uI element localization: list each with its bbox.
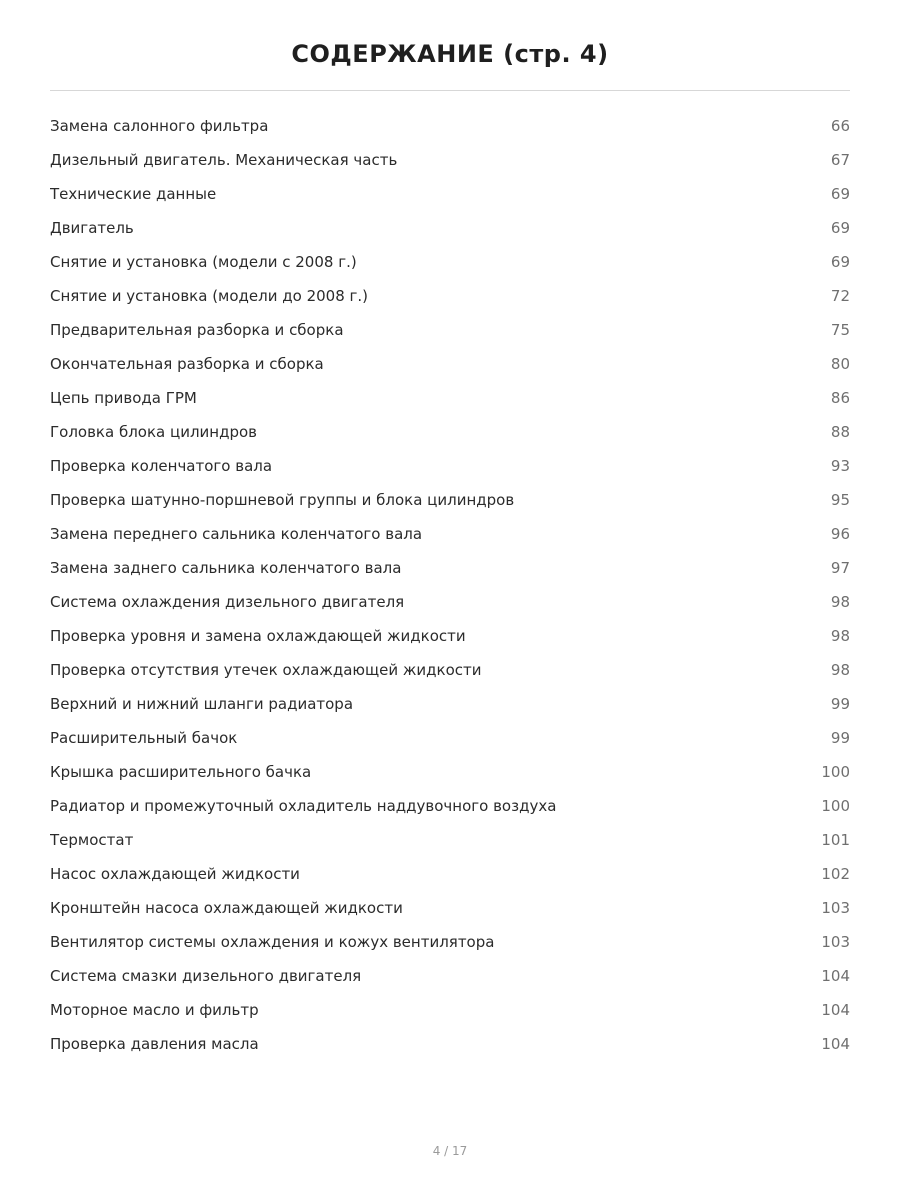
toc-entry-page: 98 <box>830 593 850 611</box>
toc-entry-label: Двигатель <box>50 219 134 237</box>
toc-entry-label: Замена салонного фильтра <box>50 117 269 135</box>
toc-entry-label: Дизельный двигатель. Механическая часть <box>50 151 398 169</box>
toc-entry[interactable] <box>50 1027 850 1061</box>
toc-entry-page: 72 <box>830 287 850 305</box>
toc-entry[interactable] <box>50 891 850 925</box>
page-title: СОДЕРЖАНИЕ (стр. 4) <box>291 40 609 68</box>
toc-entry-label: Проверка отсутствия утечек охлаждающей жидкости <box>50 661 482 679</box>
toc-entry[interactable] <box>50 585 850 619</box>
toc-entry[interactable] <box>50 755 850 789</box>
toc-entry[interactable] <box>50 721 850 755</box>
toc-entry-label: Вентилятор системы охлаждения и кожух вентилятора <box>50 933 495 951</box>
toc-entry[interactable] <box>50 483 850 517</box>
toc-entry-page: 88 <box>830 423 850 441</box>
toc-entry[interactable] <box>50 313 850 347</box>
toc-entry[interactable] <box>50 279 850 313</box>
page-footer: 4 / 17 <box>432 1144 468 1158</box>
table-of-contents <box>50 109 850 1061</box>
toc-entry[interactable] <box>50 347 850 381</box>
toc-entry[interactable] <box>50 177 850 211</box>
toc-entry-page: 101 <box>821 831 850 849</box>
toc-entry-page: 97 <box>830 559 850 577</box>
toc-entry-page: 104 <box>821 1001 850 1019</box>
toc-entry[interactable] <box>50 823 850 857</box>
toc-entry-label: Термостат <box>50 831 134 849</box>
toc-entry-page: 100 <box>821 797 850 815</box>
toc-entry-page: 103 <box>821 899 850 917</box>
toc-entry-label: Проверка уровня и замена охлаждающей жидкости <box>50 627 466 645</box>
toc-entry-label: Насос охлаждающей жидкости <box>50 865 300 883</box>
toc-entry-page: 99 <box>830 695 850 713</box>
toc-entry-page: 95 <box>830 491 850 509</box>
toc-entry-label: Головка блока цилиндров <box>50 423 257 441</box>
toc-entry-label: Радиатор и промежуточный охладитель наддувочного воздуха <box>50 797 557 815</box>
toc-entry[interactable] <box>50 619 850 653</box>
toc-entry-label: Проверка давления масла <box>50 1035 259 1053</box>
toc-entry[interactable] <box>50 143 850 177</box>
toc-entry-page: 66 <box>830 117 850 135</box>
toc-entry-label: Технические данные <box>50 185 217 203</box>
toc-entry-page: 98 <box>830 627 850 645</box>
toc-entry-label: Замена заднего сальника коленчатого вала <box>50 559 402 577</box>
toc-entry[interactable] <box>50 687 850 721</box>
toc-entry-page: 98 <box>830 661 850 679</box>
toc-entry[interactable] <box>50 517 850 551</box>
toc-entry[interactable] <box>50 925 850 959</box>
toc-entry-label: Кронштейн насоса охлаждающей жидкости <box>50 899 403 917</box>
toc-entry-label: Крышка расширительного бачка <box>50 763 312 781</box>
toc-entry-label: Система охлаждения дизельного двигателя <box>50 593 405 611</box>
toc-entry[interactable] <box>50 109 850 143</box>
toc-entry-label: Цепь привода ГРМ <box>50 389 197 407</box>
toc-entry-page: 96 <box>830 525 850 543</box>
toc-entry[interactable] <box>50 551 850 585</box>
toc-entry-label: Проверка шатунно-поршневой группы и блока цилиндров <box>50 491 515 509</box>
toc-entry[interactable] <box>50 959 850 993</box>
toc-entry-page: 69 <box>830 253 850 271</box>
toc-entry-page: 104 <box>821 967 850 985</box>
toc-entry-label: Предварительная разборка и сборка <box>50 321 344 339</box>
toc-entry[interactable] <box>50 993 850 1027</box>
toc-entry-label: Замена переднего сальника коленчатого вала <box>50 525 423 543</box>
toc-entry-page: 86 <box>830 389 850 407</box>
toc-entry-label: Проверка коленчатого вала <box>50 457 273 475</box>
title-divider <box>50 90 850 91</box>
toc-entry-page: 67 <box>830 151 850 169</box>
toc-entry-page: 100 <box>821 763 850 781</box>
toc-entry-page: 99 <box>830 729 850 747</box>
toc-entry-label: Окончательная разборка и сборка <box>50 355 324 373</box>
toc-entry[interactable] <box>50 245 850 279</box>
toc-entry[interactable] <box>50 789 850 823</box>
toc-entry-label: Снятие и установка (модели до 2008 г.) <box>50 287 369 305</box>
toc-entry[interactable] <box>50 653 850 687</box>
toc-entry-page: 103 <box>821 933 850 951</box>
toc-entry-label: Верхний и нижний шланги радиатора <box>50 695 354 713</box>
toc-entry[interactable] <box>50 381 850 415</box>
toc-entry-label: Расширительный бачок <box>50 729 238 747</box>
toc-entry-label: Моторное масло и фильтр <box>50 1001 259 1019</box>
toc-entry-page: 102 <box>821 865 850 883</box>
toc-entry-page: 75 <box>830 321 850 339</box>
toc-entry-page: 69 <box>830 185 850 203</box>
toc-entry[interactable] <box>50 211 850 245</box>
toc-entry-label: Снятие и установка (модели с 2008 г.) <box>50 253 357 271</box>
toc-entry-label: Система смазки дизельного двигателя <box>50 967 362 985</box>
toc-entry[interactable] <box>50 449 850 483</box>
toc-entry[interactable] <box>50 857 850 891</box>
toc-entry-page: 93 <box>830 457 850 475</box>
toc-entry-page: 69 <box>830 219 850 237</box>
toc-entry[interactable] <box>50 415 850 449</box>
toc-entry-page: 104 <box>821 1035 850 1053</box>
toc-entry-page: 80 <box>830 355 850 373</box>
